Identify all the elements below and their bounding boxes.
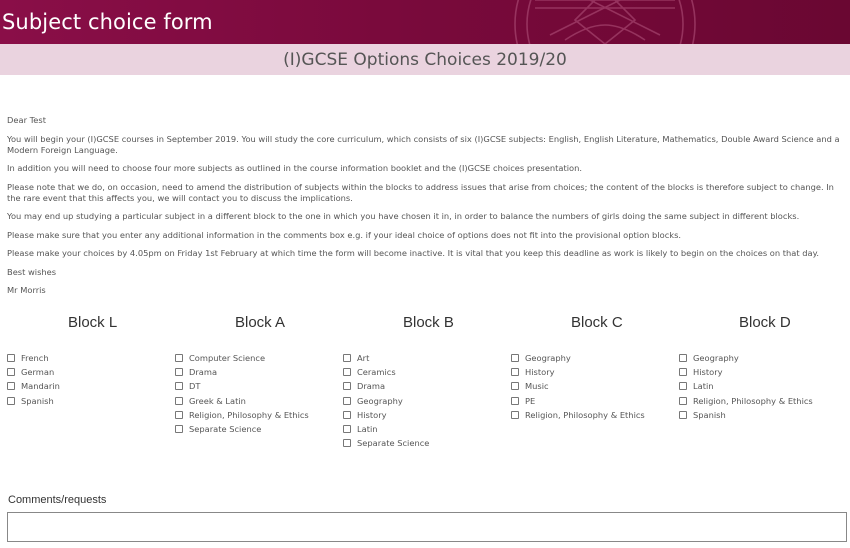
- block-b: [343, 314, 511, 450]
- option-item[interactable]: [679, 379, 847, 393]
- option-label: Mandarin: [21, 381, 60, 392]
- option-item[interactable]: [679, 351, 847, 365]
- option-checkbox[interactable]: [175, 354, 183, 362]
- option-label: Greek & Latin: [189, 395, 246, 406]
- option-checkbox[interactable]: [679, 368, 687, 376]
- letter-paragraph: Please make sure that you enter any additional information in the comments box e.g. if your ideal choice of options does not fit into the provisional option blocks.: [7, 229, 682, 240]
- option-item[interactable]: [175, 365, 343, 379]
- option-item[interactable]: [511, 408, 679, 422]
- letter-signature: Mr Morris: [7, 285, 46, 295]
- option-item[interactable]: [7, 394, 175, 408]
- block-options: [679, 351, 847, 422]
- option-item[interactable]: [7, 351, 175, 365]
- option-item[interactable]: [343, 436, 511, 450]
- option-checkbox[interactable]: [7, 368, 15, 376]
- option-checkbox[interactable]: [343, 397, 351, 405]
- block-a: [175, 314, 343, 436]
- option-checkbox[interactable]: [175, 397, 183, 405]
- page-header: [0, 0, 850, 44]
- block-options: [175, 351, 343, 436]
- option-label: German: [21, 367, 55, 378]
- block-options: [7, 351, 175, 408]
- option-item[interactable]: [343, 408, 511, 422]
- option-label: Art: [357, 353, 370, 364]
- option-checkbox[interactable]: [511, 397, 519, 405]
- option-label: Ceramics: [357, 367, 396, 378]
- option-label: Music: [525, 381, 549, 392]
- option-label: Geography: [357, 395, 403, 406]
- option-item[interactable]: [679, 365, 847, 379]
- option-item[interactable]: [343, 394, 511, 408]
- option-checkbox[interactable]: [679, 382, 687, 390]
- school-crest-logo: [505, 0, 715, 44]
- option-checkbox[interactable]: [343, 382, 351, 390]
- option-checkbox[interactable]: [679, 411, 687, 419]
- option-checkbox[interactable]: [7, 354, 15, 362]
- comments-label: Comments/requests: [8, 494, 107, 506]
- option-item[interactable]: [7, 379, 175, 393]
- block-options: [343, 351, 511, 450]
- option-checkbox[interactable]: [511, 382, 519, 390]
- option-checkbox[interactable]: [343, 411, 351, 419]
- option-checkbox[interactable]: [175, 368, 183, 376]
- option-checkbox[interactable]: [7, 397, 15, 405]
- option-label: History: [525, 367, 555, 378]
- option-item[interactable]: [679, 408, 847, 422]
- option-item[interactable]: [511, 365, 679, 379]
- option-item[interactable]: [7, 365, 175, 379]
- option-item[interactable]: [679, 394, 847, 408]
- option-checkbox[interactable]: [343, 354, 351, 362]
- option-item[interactable]: [175, 351, 343, 365]
- option-label: Separate Science: [189, 424, 262, 435]
- option-item[interactable]: [511, 394, 679, 408]
- form-subheader: [0, 44, 850, 75]
- letter-paragraph: Please make your choices by 4.05pm on Friday 1st February at which time the form will become inactive. It is vital that you keep this deadline as work is likely to begin on the choices on that day.: [7, 248, 819, 258]
- block-d: [679, 314, 847, 422]
- block-title: Block B: [403, 314, 454, 331]
- option-item[interactable]: [175, 394, 343, 408]
- option-label: Computer Science: [189, 353, 266, 364]
- block-title: Block L: [68, 314, 118, 331]
- option-checkbox[interactable]: [511, 354, 519, 362]
- option-checkbox[interactable]: [679, 354, 687, 362]
- option-checkbox[interactable]: [511, 411, 519, 419]
- option-item[interactable]: [343, 379, 511, 393]
- page-title: Subject choice form: [2, 10, 213, 34]
- option-label: History: [357, 409, 387, 420]
- block-options: [511, 351, 679, 422]
- option-label: Separate Science: [357, 438, 430, 449]
- letter-paragraph: You may end up studying a particular subject in a different block to the one in which you have chosen it in, in order to balance the numbers of girls doing the same subject in different blocks.: [7, 211, 800, 221]
- block-c: [511, 314, 679, 422]
- option-checkbox[interactable]: [175, 411, 183, 419]
- option-label: Religion, Philosophy & Ethics: [693, 395, 813, 406]
- option-checkbox[interactable]: [175, 382, 183, 390]
- option-label: Drama: [189, 367, 218, 378]
- option-label: Religion, Philosophy & Ethics: [189, 409, 309, 420]
- form-title: (I)GCSE Options Choices 2019/20: [283, 50, 567, 70]
- block-title: Block A: [235, 314, 286, 331]
- option-label: Geography: [525, 353, 571, 364]
- option-item[interactable]: [343, 351, 511, 365]
- option-label: Religion, Philosophy & Ethics: [525, 409, 645, 420]
- block-l: [7, 314, 175, 408]
- option-item[interactable]: [343, 365, 511, 379]
- option-label: PE: [525, 395, 536, 406]
- option-label: Spanish: [21, 395, 54, 406]
- option-item[interactable]: [511, 351, 679, 365]
- option-checkbox[interactable]: [7, 382, 15, 390]
- option-checkbox[interactable]: [511, 368, 519, 376]
- intro-letter: [7, 115, 847, 304]
- option-item[interactable]: [175, 422, 343, 436]
- option-label: French: [21, 353, 49, 364]
- option-label: Latin: [693, 381, 714, 392]
- option-label: Drama: [357, 381, 386, 392]
- option-item[interactable]: [343, 422, 511, 436]
- letter-greeting: Dear Test: [7, 115, 46, 125]
- option-label: Spanish: [693, 409, 726, 420]
- option-item[interactable]: [175, 408, 343, 422]
- letter-paragraph: You will begin your (I)GCSE courses in September 2019. You will study the core curriculum, which consists of six (I)GCSE subjects: English, English Literature, Mathematics, Double Award Science and a Modern Foreign Language.: [7, 133, 840, 155]
- block-title: Block C: [571, 314, 623, 331]
- option-label: Geography: [693, 353, 739, 364]
- option-checkbox[interactable]: [343, 425, 351, 433]
- option-checkbox[interactable]: [175, 425, 183, 433]
- letter-paragraph: In addition you will need to choose four more subjects as outlined in the course information booklet and the (I)GCSE choices presentation.: [7, 163, 583, 173]
- option-checkbox[interactable]: [679, 397, 687, 405]
- option-checkbox[interactable]: [343, 368, 351, 376]
- option-label: Latin: [357, 424, 378, 435]
- comments-input[interactable]: [7, 512, 847, 542]
- option-label: History: [693, 367, 723, 378]
- option-item[interactable]: [175, 379, 343, 393]
- option-label: DT: [189, 381, 201, 392]
- option-item[interactable]: [511, 379, 679, 393]
- option-checkbox[interactable]: [343, 439, 351, 447]
- letter-paragraph: Please note that we do, on occasion, need to amend the distribution of subjects within the blocks to address issues that arise from choices; the content of the blocks is therefore subject to change. In the rare event that this affects you, we will contact you to discuss the implications.: [7, 181, 834, 203]
- letter-signoff: Best wishes: [7, 266, 57, 277]
- block-title: Block D: [739, 314, 791, 331]
